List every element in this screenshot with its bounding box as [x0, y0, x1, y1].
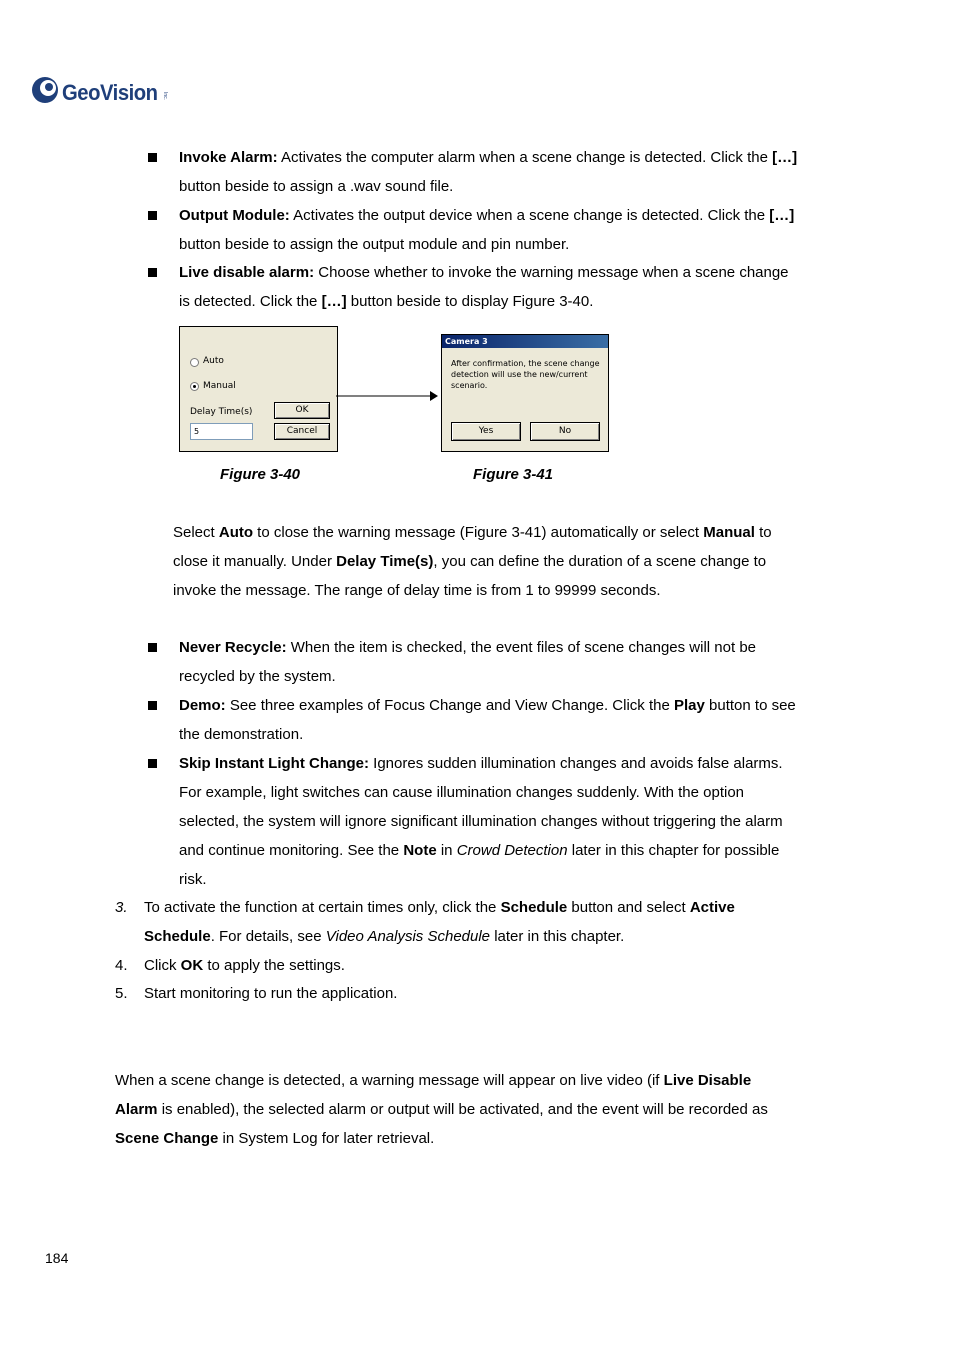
bullet-square-icon — [148, 211, 157, 220]
closing-paragraph: When a scene change is detected, a warning message will appear on live video (if Live Disable Alarm is enabled), the selected alarm or output will be activated, and the event will be recorded as Scene Change in System Log for later retrieval. — [115, 1072, 768, 1147]
auto-label: Auto — [203, 356, 224, 366]
geovision-logo-icon — [30, 75, 60, 105]
bullet-square-icon — [148, 643, 157, 652]
yes-button[interactable]: Yes — [451, 422, 521, 441]
auto-radio[interactable] — [190, 358, 199, 367]
step-4: 4. Click OK to apply the settings. — [115, 957, 345, 974]
bullet-square-icon — [148, 153, 157, 162]
logo-sub: Inc. — [161, 91, 168, 101]
bullet-square-icon — [148, 701, 157, 710]
bullet-demo: Demo: See three examples of Focus Change and View Change. Click the Play button to see the demonstration. — [148, 691, 838, 749]
bullet-output-module: Output Module: Activates the output device when a scene change is detected. Click the […] button beside to assign the output module and pin number. — [148, 201, 838, 259]
figure-3-40-dialog — [179, 326, 338, 452]
manual-label: Manual — [203, 381, 236, 391]
bullet-skip-instant-light-change: Skip Instant Light Change: Ignores sudden illumination changes and avoids false alarms. For example, light switches can cause illumination changes suddenly. With the option selected, the system will ignore significant illumination changes without triggering the alarm and continue monitoring. See the Note in Crowd Detection later in this chapter for possible risk. — [148, 749, 838, 894]
step-3: 3. To activate the function at certain times only, click the Schedule button and select Active Schedule. For details, see Video Analysis Schedule later in this chapter. — [115, 899, 735, 945]
page-number: 184 — [45, 1250, 69, 1266]
figure-3-41-caption: Figure 3-41 — [473, 466, 554, 483]
bullet-square-icon — [148, 268, 157, 277]
ok-button[interactable]: OK — [274, 402, 330, 419]
message-line-2: detection will use the new/current — [451, 370, 588, 379]
message-line-1: After confirmation, the scene change — [451, 359, 600, 368]
no-button[interactable]: No — [530, 422, 600, 441]
bullet-square-icon — [148, 759, 157, 768]
geovision-logo — [30, 72, 168, 108]
figure-3-40-caption: Figure 3-40 — [220, 466, 301, 483]
figure-3-41-dialog — [441, 334, 609, 452]
bullet-invoke-alarm: Invoke Alarm: Activates the computer alarm when a scene change is detected. Click the […] button beside to assign a .wav sound file. — [148, 143, 838, 201]
dialog-title: Camera 3 — [442, 335, 608, 348]
logo-text: GeoVision — [62, 80, 158, 105]
delay-time-input[interactable]: 5 — [190, 423, 253, 440]
select-paragraph: Select Auto to close the warning message (Figure 3-41) automatically or select Manual to close it manually. Under Delay Time(s), you can define the duration of a scene change to invoke the message. The range of delay time is from 1 to 99999 seconds. — [173, 524, 772, 599]
cancel-button[interactable]: Cancel — [274, 423, 330, 440]
delay-time-label: Delay Time(s) — [190, 407, 253, 417]
message-line-3: scenario. — [451, 381, 488, 390]
bullet-live-disable-alarm: Live disable alarm: Choose whether to invoke the warning message when a scene change is detected. Click the […] button beside to display Figure 3-40. — [148, 258, 838, 316]
manual-radio[interactable] — [190, 382, 199, 391]
arrow-icon — [336, 388, 440, 404]
bullet-never-recycle: Never Recycle: When the item is checked, the event files of scene changes will not be recycled by the system. — [148, 633, 838, 691]
step-5: 5. Start monitoring to run the application. — [115, 985, 398, 1002]
